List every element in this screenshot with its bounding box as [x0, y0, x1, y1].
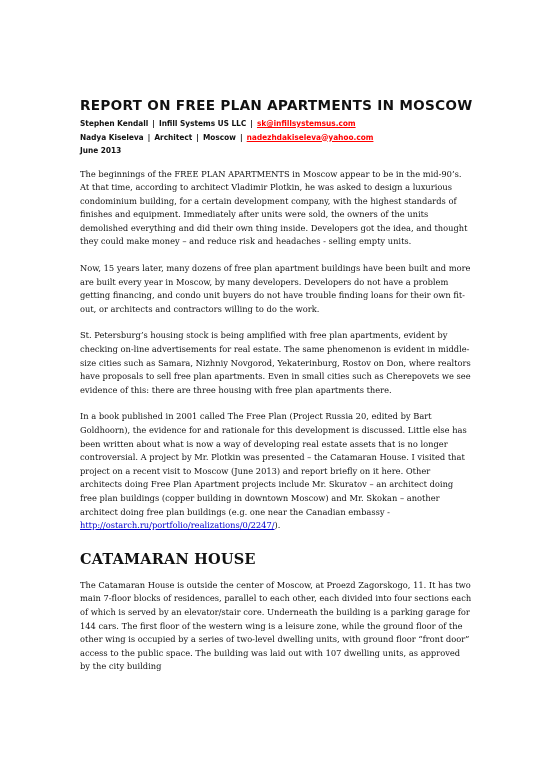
portfolio-link[interactable]: http://ostarch.ru/portfolio/realizations/0/2247/ — [80, 520, 275, 531]
paragraph-text-end: ). — [274, 520, 281, 531]
body-paragraph — [80, 410, 472, 532]
separator: | — [147, 131, 151, 142]
section-heading: CATAMARAN HOUSE — [80, 550, 256, 568]
author-name: Stephen Kendall — [80, 118, 149, 128]
separator: | — [152, 118, 155, 128]
separator: | — [250, 118, 253, 128]
author-role: Architect — [154, 131, 193, 142]
body-paragraph: St. Petersburg’s housing stock is being amplified with free plan apartments, evident by checking on-line advertisements for real estate. The same phenomenon is evident in middle-size cities such as Samara, Nizhniy Novgorod, Yekaterinburg, Rostov on Don, where realtors have proposals to sell free plan apartments. Even in small cities such as Cherepovets we see evidence of this: there are three housing with free plan apartments there. — [80, 330, 471, 395]
author-line-1 — [80, 117, 472, 131]
author-email-link[interactable]: sk@infillsystemsus.com — [256, 118, 356, 128]
separator: | — [196, 131, 199, 142]
document-title: REPORT ON FREE PLAN APARTMENTS IN MOSCOW — [80, 98, 473, 114]
body-paragraph: The beginnings of the FREE PLAN APARTMENTS in Moscow appear to be in the mid-90’s. At that time, according to architect Vladimir Plotkin, he was asked to design a luxurious condominium building, for a certain development company, with the highest standards of finishes and equipment. Immediately after units were sold, the owners of the units demolished everything and did their own thing inside. Developers got the idea, and thought they could make money – and reduce risk and headaches - selling empty units. — [80, 168, 468, 247]
author-line-2 — [80, 131, 472, 145]
paragraph-text: In a book published in 2001 called The Free Plan (Project Russia 20, edited by Bart Goldhoorn), the evidence for and rationale for this development is discussed. Little else has been written about what is now a way of developing real estate assets that is no longer controversial. A project by Mr. Plotkin was presented – the Catamaran House. I visited that project on a recent visit to Moscow (June 2013) and report briefly on it here. Other architects doing Free Plan Apartment projects include Mr. Skuratov – an architect doing free plan buildings (copper building in downtown Moscow) and Mr. Skokan – another architect doing free plan buildings (e.g. one near the Canadian embassy - — [80, 411, 467, 517]
author-name: Nadya Kiseleva — [80, 131, 144, 142]
document-page — [80, 98, 472, 687]
author-location: Moscow — [202, 131, 236, 142]
body-paragraph: The Catamaran House is outside the center of Moscow, at Proezd Zagorskogo, 11. It has two main 7-floor blocks of residences, parallel to each other, each divided into four sections each of which is served by an elevator/stair core. Underneath the building is a parking garage for 144 cars. The first floor of the western wing is a leisure zone, while the ground floor of the other wing is occupied by a series of two-level dwelling units, with ground floor “front door” access to the public space. The building was laid out with 107 dwelling units, as approved by the city building — [80, 579, 472, 672]
body-paragraph: Now, 15 years later, many dozens of free plan apartment buildings have been built and more are built every year in Moscow, by many developers. Developers do not have a problem getting financing, and condo unit buyers do not have trouble finding loans for their own fit-out, or architects and contractors willing to do the work. — [80, 263, 471, 314]
author-affiliation: Infill Systems US LLC — [158, 118, 247, 128]
document-date: June 2013 — [80, 145, 122, 155]
author-email-link[interactable]: nadezhdakiseleva@yahoo.com — [246, 131, 374, 142]
separator: | — [239, 131, 243, 142]
